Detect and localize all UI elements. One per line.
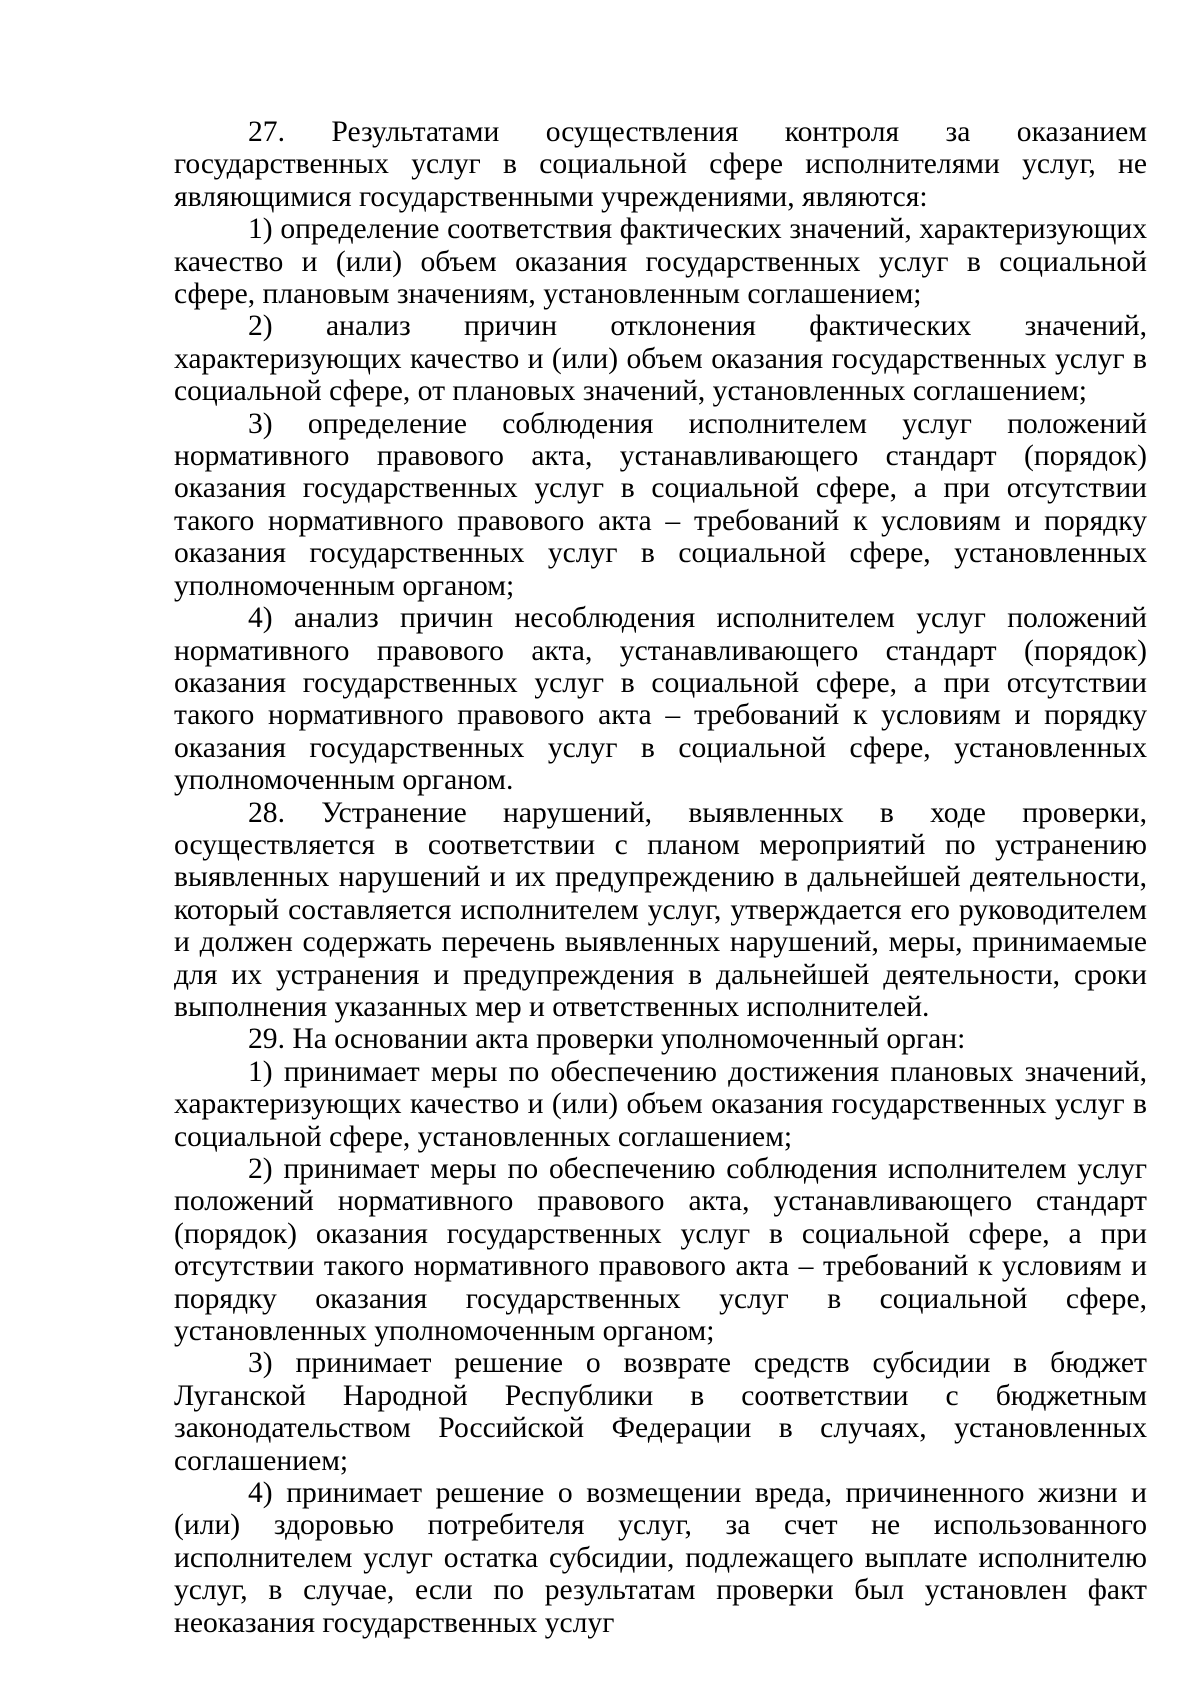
paragraph-27-item-2: 2) анализ причин отклонения фактических значений, характеризующих качество и (или) объем оказания государственных услуг в социальной сфере, от плановых значений, установленных соглашением; [174, 310, 1147, 408]
paragraph-27-item-3: 3) определение соблюдения исполнителем услуг положений нормативного правового акта, устанавливающего стандарт (порядок) оказания государственных услуг в социальной сфере, а при отсутствии такого нормативного правового акта – требований к условиям и порядку оказания государственных услуг в социальной сфере, установленных уполномоченным органом; [174, 407, 1147, 602]
paragraph-29-item-4: 4) принимает решение о возмещении вреда, причиненного жизни и (или) здоровью потребителя услуг, за счет не использованного исполнителем услуг остатка субсидии, подлежащего выплате исполнителю услуг, в случае, если по результатам проверки был установлен факт неоказания государственных услуг [174, 1477, 1147, 1639]
paragraph-29-item-1: 1) принимает меры по обеспечению достижения плановых значений, характеризующих качество и (или) объем оказания государственных услуг в социальной сфере, установленных соглашением; [174, 1055, 1147, 1153]
paragraph-27-item-4: 4) анализ причин несоблюдения исполнителем услуг положений нормативного правового акта, устанавливающего стандарт (порядок) оказания государственных услуг в социальной сфере, а при отсутствии такого нормативного правового акта – требований к условиям и порядку оказания государственных услуг в социальной сфере, установленных уполномоченным органом. [174, 602, 1147, 797]
document-body [174, 116, 1147, 1639]
paragraph-29-item-2: 2) принимает меры по обеспечению соблюдения исполнителем услуг положений нормативного правового акта, устанавливающего стандарт (порядок) оказания государственных услуг в социальной сфере, а при отсутствии такого нормативного правового акта – требований к условиям и порядку оказания государственных услуг в социальной сфере, установленных уполномоченным органом; [174, 1153, 1147, 1348]
paragraph-28: 28. Устранение нарушений, выявленных в ходе проверки, осуществляется в соответствии с планом мероприятий по устранению выявленных нарушений и их предупреждению в дальнейшей деятельности, который составляется исполнителем услуг, утверждается его руководителем и должен содержать перечень выявленных нарушений, меры, принимаемые для их устранения и предупреждения в дальнейшей деятельности, сроки выполнения указанных мер и ответственных исполнителей. [174, 796, 1147, 1023]
paragraph-27: 27. Результатами осуществления контроля за оказанием государственных услуг в социальной сфере исполнителями услуг, не являющимися государственными учреждениями, являются: [174, 116, 1147, 213]
paragraph-27-item-1: 1) определение соответствия фактических значений, характеризующих качество и (или) объем оказания государственных услуг в социальной сфере, плановым значениям, установленным соглашением; [174, 213, 1147, 311]
paragraph-29-item-3: 3) принимает решение о возврате средств субсидии в бюджет Луганской Народной Республики в соответствии с бюджетным законодательством Российской Федерации в случаях, установленных соглашением; [174, 1347, 1147, 1477]
paragraph-29: 29. На основании акта проверки уполномоченный орган: [248, 1023, 966, 1056]
